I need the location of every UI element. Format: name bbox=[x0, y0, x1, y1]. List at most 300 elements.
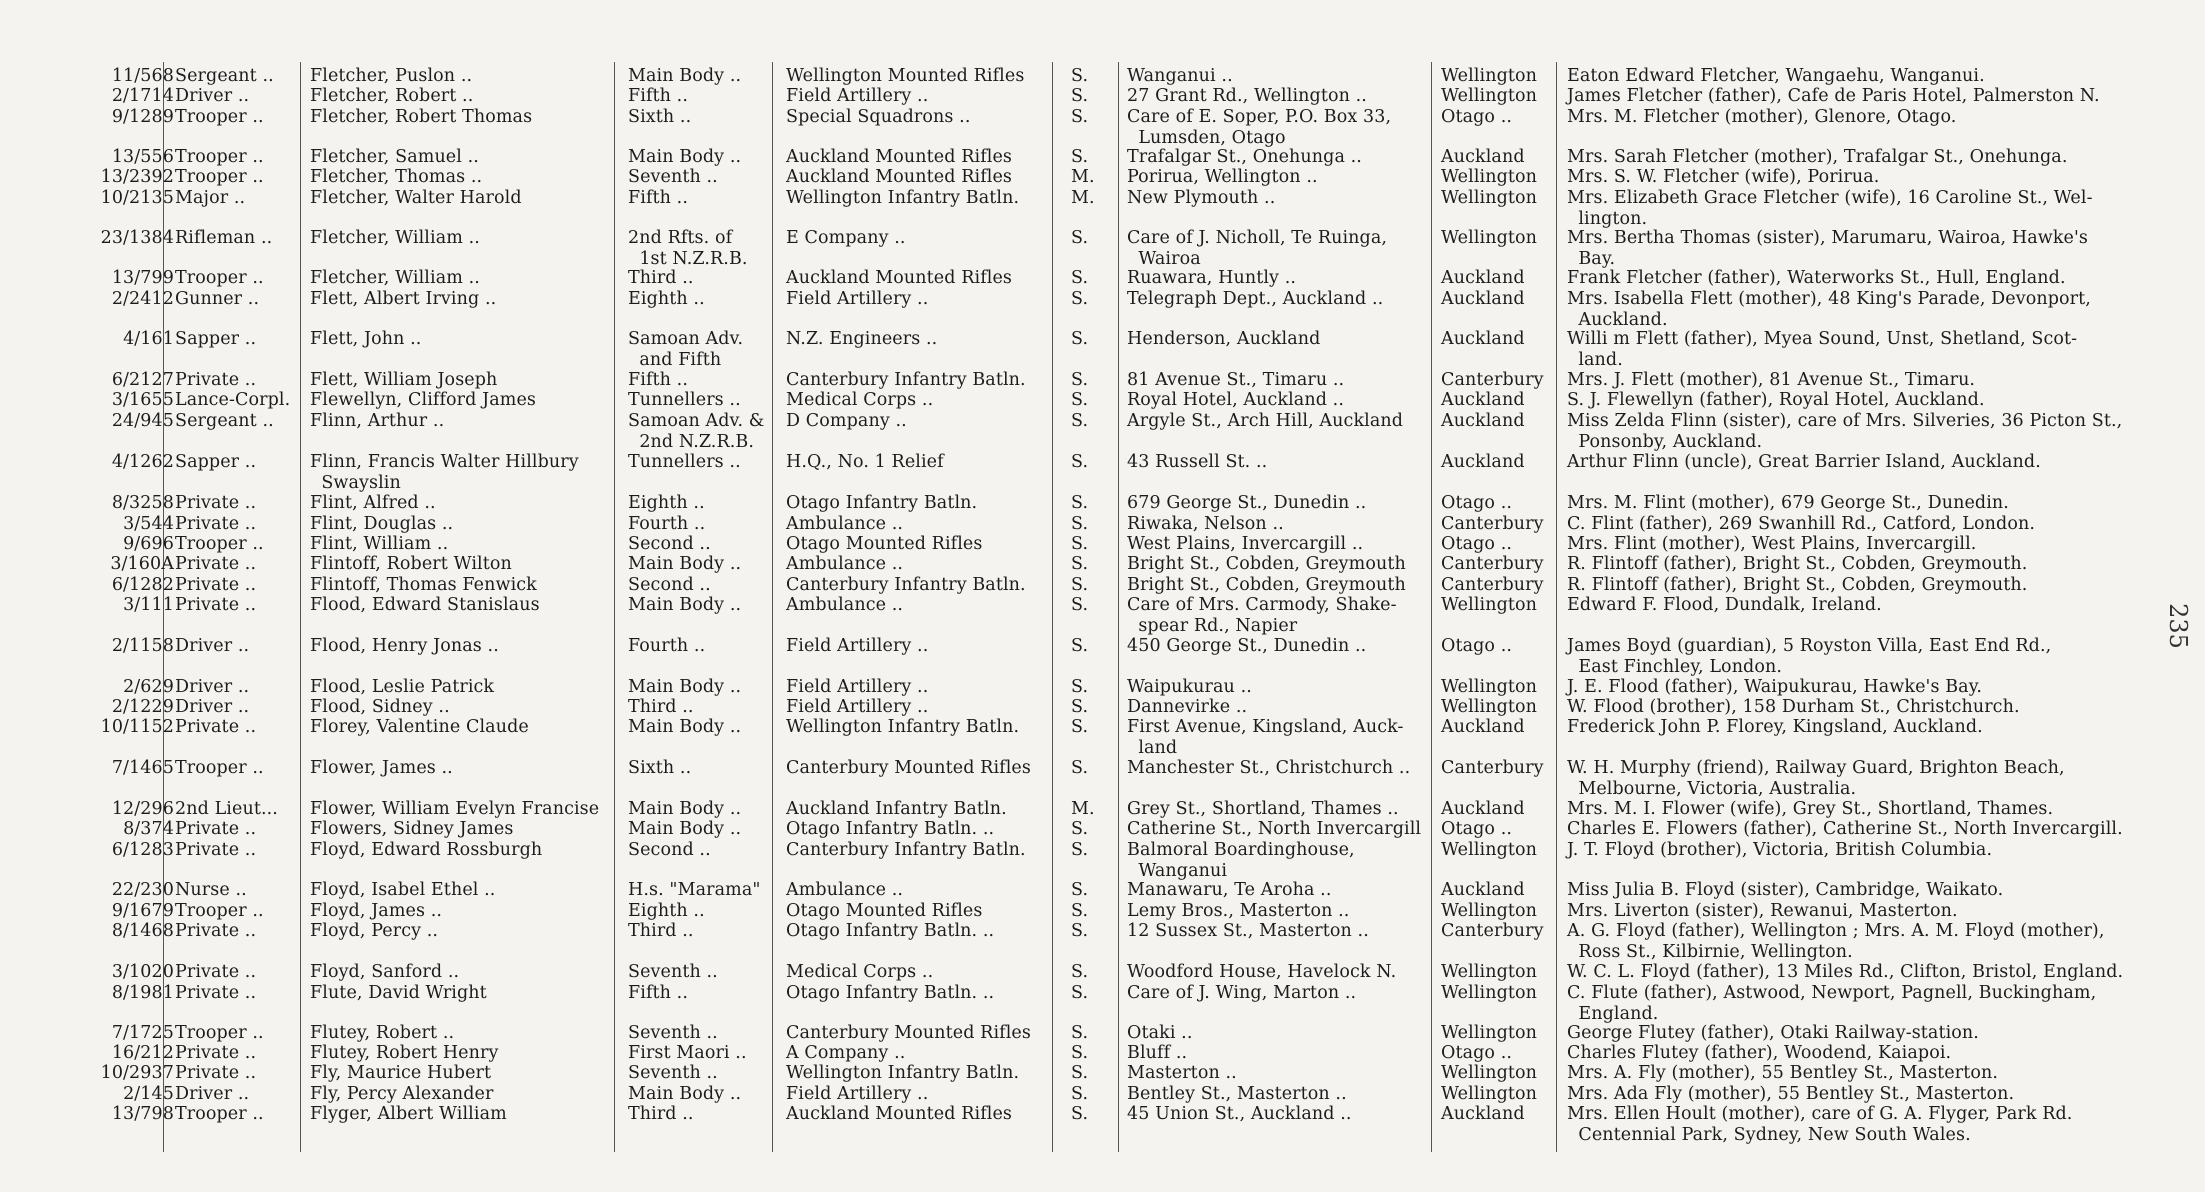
district: Wellington bbox=[1441, 188, 1538, 208]
marital-status: S. bbox=[1071, 1084, 1089, 1104]
district: Canterbury bbox=[1441, 514, 1544, 534]
next-of-kin: Arthur Flinn (uncle), Great Barrier Island, Auckland. bbox=[1567, 452, 2041, 472]
marital-status: S. bbox=[1071, 147, 1089, 167]
last-address: West Plains, Invercargill .. bbox=[1127, 534, 1364, 554]
regimental-number: 13/799 bbox=[111, 268, 174, 288]
marital-status: S. bbox=[1071, 534, 1089, 554]
next-of-kin: James Boyd (guardian), 5 Royston Villa, East End Rd., East Finchley, London. bbox=[1567, 636, 2052, 677]
district: Otago .. bbox=[1441, 1043, 1513, 1063]
next-of-kin: R. Flintoff (father), Bright St., Cobden, Greymouth. bbox=[1567, 575, 2028, 595]
next-of-kin: C. Flute (father), Astwood, Newport, Pagnell, Buckingham, England. bbox=[1567, 983, 2097, 1024]
soldier-name: Flower, James .. bbox=[310, 758, 453, 778]
draft: Fifth .. bbox=[628, 370, 689, 390]
next-of-kin: Mrs. Sarah Fletcher (mother), Trafalgar St., Onehunga. bbox=[1567, 147, 2068, 167]
regimental-number: 8/3258 bbox=[111, 493, 174, 513]
unit: Canterbury Infantry Batln. bbox=[786, 840, 1026, 860]
soldier-name: Fletcher, Samuel .. bbox=[310, 147, 479, 167]
regimental-number: 6/1283 bbox=[111, 840, 174, 860]
unit: Field Artillery .. bbox=[786, 289, 929, 309]
draft: Fifth .. bbox=[628, 188, 689, 208]
rank: Sapper .. bbox=[175, 452, 257, 472]
marital-status: S. bbox=[1071, 1104, 1089, 1124]
district: Auckland bbox=[1441, 880, 1525, 900]
next-of-kin: Mrs. M. Flint (mother), 679 George St., Dunedin. bbox=[1567, 493, 2009, 513]
draft: Third .. bbox=[628, 697, 694, 717]
soldier-name: Floyd, James .. bbox=[310, 901, 443, 921]
marital-status: M. bbox=[1071, 188, 1095, 208]
last-address: Waipukurau .. bbox=[1127, 677, 1252, 697]
unit: Wellington Infantry Batln. bbox=[786, 717, 1020, 737]
district: Canterbury bbox=[1441, 758, 1544, 778]
draft: Sixth .. bbox=[628, 758, 692, 778]
unit: Canterbury Infantry Batln. bbox=[786, 575, 1026, 595]
draft: Main Body .. bbox=[628, 819, 742, 839]
marital-status: S. bbox=[1071, 289, 1089, 309]
last-address: 43 Russell St. .. bbox=[1127, 452, 1268, 472]
draft: Seventh .. bbox=[628, 1023, 718, 1043]
regimental-number: 10/2135 bbox=[100, 188, 174, 208]
draft: Third .. bbox=[628, 921, 694, 941]
next-of-kin: Willi m Flett (father), Myea Sound, Unst, Shetland, Scot- land. bbox=[1567, 329, 2078, 370]
next-of-kin: Mrs. Isabella Flett (mother), 48 King's Parade, Devonport, Auckland. bbox=[1567, 289, 2091, 330]
soldier-name: Flower, William Evelyn Francise bbox=[310, 799, 600, 819]
rank: Private .. bbox=[175, 1063, 257, 1083]
draft: Fourth .. bbox=[628, 514, 706, 534]
rank: Private .. bbox=[175, 514, 257, 534]
last-address: 45 Union St., Auckland .. bbox=[1127, 1104, 1352, 1124]
regimental-number: 9/1679 bbox=[111, 901, 174, 921]
unit: Field Artillery .. bbox=[786, 1084, 929, 1104]
last-address: Royal Hotel, Auckland .. bbox=[1127, 390, 1345, 410]
marital-status: S. bbox=[1071, 697, 1089, 717]
marital-status: S. bbox=[1071, 452, 1089, 472]
last-address: New Plymouth .. bbox=[1127, 188, 1276, 208]
regimental-number: 22/230 bbox=[111, 880, 174, 900]
marital-status: S. bbox=[1071, 1063, 1089, 1083]
unit: Field Artillery .. bbox=[786, 86, 929, 106]
soldier-name: Floyd, Sanford .. bbox=[310, 962, 460, 982]
district: Wellington bbox=[1441, 1023, 1538, 1043]
regimental-number: 7/1725 bbox=[111, 1023, 174, 1043]
rank: Trooper .. bbox=[175, 534, 264, 554]
unit: Otago Mounted Rifles bbox=[786, 534, 983, 554]
regimental-number: 3/160A bbox=[110, 554, 174, 574]
page-number: 235 bbox=[2163, 603, 2192, 649]
last-address: 12 Sussex St., Masterton .. bbox=[1127, 921, 1369, 941]
district: Auckland bbox=[1441, 147, 1525, 167]
last-address: Argyle St., Arch Hill, Auckland bbox=[1127, 411, 1404, 431]
soldier-name: Flinn, Arthur .. bbox=[310, 411, 445, 431]
regimental-number: 6/2127 bbox=[111, 370, 174, 390]
draft: Main Body .. bbox=[628, 554, 742, 574]
next-of-kin: Mrs. Flint (mother), West Plains, Invercargill. bbox=[1567, 534, 1977, 554]
district: Auckland bbox=[1441, 268, 1525, 288]
rank: Private .. bbox=[175, 983, 257, 1003]
regimental-number: 8/1981 bbox=[111, 983, 174, 1003]
district: Wellington bbox=[1441, 66, 1538, 86]
next-of-kin: Mrs. Bertha Thomas (sister), Marumaru, Wairoa, Hawke's Bay. bbox=[1567, 228, 2088, 269]
district: Wellington bbox=[1441, 677, 1538, 697]
rank: Trooper .. bbox=[175, 167, 264, 187]
draft: Main Body .. bbox=[628, 677, 742, 697]
rank: Private .. bbox=[175, 370, 257, 390]
rank: Sergeant .. bbox=[175, 66, 274, 86]
marital-status: S. bbox=[1071, 921, 1089, 941]
soldier-name: Flint, William .. bbox=[310, 534, 449, 554]
draft: Third .. bbox=[628, 268, 694, 288]
marital-status: M. bbox=[1071, 167, 1095, 187]
last-address: 27 Grant Rd., Wellington .. bbox=[1127, 86, 1367, 106]
marital-status: M. bbox=[1071, 799, 1095, 819]
draft: Sixth .. bbox=[628, 107, 692, 127]
unit: Canterbury Infantry Batln. bbox=[786, 370, 1026, 390]
regimental-number: 11/568 bbox=[111, 66, 174, 86]
next-of-kin: Mrs. A. Fly (mother), 55 Bentley St., Masterton. bbox=[1567, 1063, 1999, 1083]
next-of-kin: W. Flood (brother), 158 Durham St., Christchurch. bbox=[1567, 697, 2020, 717]
unit: Ambulance .. bbox=[786, 514, 904, 534]
soldier-name: Flinn, Francis Walter Hillbury Swayslin bbox=[310, 452, 579, 493]
soldier-name: Flute, David Wright bbox=[310, 983, 487, 1003]
draft: Eighth .. bbox=[628, 289, 705, 309]
regimental-number: 8/1468 bbox=[111, 921, 174, 941]
soldier-name: Fly, Percy Alexander bbox=[310, 1084, 494, 1104]
next-of-kin: Charles E. Flowers (father), Catherine St., North Invercargill. bbox=[1567, 819, 2123, 839]
regimental-number: 23/1384 bbox=[100, 228, 174, 248]
table-row bbox=[0, 1104, 2205, 1164]
district: Auckland bbox=[1441, 799, 1525, 819]
next-of-kin: Frank Fletcher (father), Waterworks St., Hull, England. bbox=[1567, 268, 2066, 288]
rank: Trooper .. bbox=[175, 1104, 264, 1124]
draft: Eighth .. bbox=[628, 493, 705, 513]
unit: Auckland Infantry Batln. bbox=[786, 799, 1007, 819]
rank: 2nd Lieut... bbox=[175, 799, 278, 819]
unit: Auckland Mounted Rifles bbox=[786, 147, 1013, 167]
marital-status: S. bbox=[1071, 86, 1089, 106]
regimental-number: 2/1714 bbox=[111, 86, 174, 106]
draft: Samoan Adv. & 2nd N.Z.R.B. bbox=[628, 411, 765, 452]
next-of-kin: Mrs. Ada Fly (mother), 55 Bentley St., Masterton. bbox=[1567, 1084, 2015, 1104]
rank: Major .. bbox=[175, 188, 246, 208]
regimental-number: 2/629 bbox=[123, 677, 174, 697]
regimental-number: 2/2412 bbox=[111, 289, 174, 309]
last-address: Care of E. Soper, P.O. Box 33, Lumsden, Otago bbox=[1127, 107, 1392, 148]
unit: Ambulance .. bbox=[786, 554, 904, 574]
next-of-kin: Mrs. Liverton (sister), Rewanui, Masterton. bbox=[1567, 901, 1958, 921]
rank: Trooper .. bbox=[175, 147, 264, 167]
unit: Wellington Mounted Rifles bbox=[786, 66, 1025, 86]
next-of-kin: J. E. Flood (father), Waipukurau, Hawke's Bay. bbox=[1567, 677, 1983, 697]
unit: N.Z. Engineers .. bbox=[786, 329, 938, 349]
marital-status: S. bbox=[1071, 390, 1089, 410]
regimental-number: 4/1262 bbox=[111, 452, 174, 472]
marital-status: S. bbox=[1071, 677, 1089, 697]
last-address: First Avenue, Kingsland, Auck- land bbox=[1127, 717, 1404, 758]
draft: Main Body .. bbox=[628, 147, 742, 167]
draft: Fourth .. bbox=[628, 636, 706, 656]
marital-status: S. bbox=[1071, 595, 1089, 615]
unit: E Company .. bbox=[786, 228, 906, 248]
next-of-kin: Mrs. S. W. Fletcher (wife), Porirua. bbox=[1567, 167, 1880, 187]
unit: D Company .. bbox=[786, 411, 907, 431]
soldier-name: Flood, Henry Jonas .. bbox=[310, 636, 499, 656]
district: Auckland bbox=[1441, 717, 1525, 737]
rank: Private .. bbox=[175, 819, 257, 839]
marital-status: S. bbox=[1071, 514, 1089, 534]
district: Auckland bbox=[1441, 289, 1525, 309]
draft: H.s. "Marama" bbox=[628, 880, 761, 900]
last-address: Balmoral Boardinghouse, Wanganui bbox=[1127, 840, 1355, 881]
rank: Rifleman .. bbox=[175, 228, 273, 248]
draft: Second .. bbox=[628, 534, 711, 554]
soldier-name: Fletcher, Robert .. bbox=[310, 86, 474, 106]
draft: Seventh .. bbox=[628, 167, 718, 187]
last-address: Care of J. Nicholl, Te Ruinga, Wairoa bbox=[1127, 228, 1388, 269]
rank: Driver .. bbox=[175, 677, 250, 697]
next-of-kin: Frederick John P. Florey, Kingsland, Auckland. bbox=[1567, 717, 1983, 737]
rank: Private .. bbox=[175, 840, 257, 860]
last-address: Porirua, Wellington .. bbox=[1127, 167, 1318, 187]
last-address: Masterton .. bbox=[1127, 1063, 1237, 1083]
rank: Trooper .. bbox=[175, 268, 264, 288]
regimental-number: 16/212 bbox=[111, 1043, 174, 1063]
unit: Field Artillery .. bbox=[786, 697, 929, 717]
draft: Main Body .. bbox=[628, 717, 742, 737]
next-of-kin: W. H. Murphy (friend), Railway Guard, Brighton Beach, Melbourne, Victoria, Australia. bbox=[1567, 758, 2065, 799]
marital-status: S. bbox=[1071, 717, 1089, 737]
last-address: Care of J. Wing, Marton .. bbox=[1127, 983, 1357, 1003]
soldier-name: Floyd, Isabel Ethel .. bbox=[310, 880, 496, 900]
district: Auckland bbox=[1441, 452, 1525, 472]
last-address: Wanganui .. bbox=[1127, 66, 1233, 86]
district: Otago .. bbox=[1441, 819, 1513, 839]
draft: First Maori .. bbox=[628, 1043, 747, 1063]
district: Wellington bbox=[1441, 86, 1538, 106]
soldier-name: Flood, Edward Stanislaus bbox=[310, 595, 540, 615]
marital-status: S. bbox=[1071, 575, 1089, 595]
district: Canterbury bbox=[1441, 554, 1544, 574]
unit: Otago Mounted Rifles bbox=[786, 901, 983, 921]
last-address: Lemy Bros., Masterton .. bbox=[1127, 901, 1350, 921]
next-of-kin: Mrs. M. Fletcher (mother), Glenore, Otago. bbox=[1567, 107, 1957, 127]
rank: Nurse .. bbox=[175, 880, 247, 900]
soldier-name: Flewellyn, Clifford James bbox=[310, 390, 536, 410]
regimental-number: 2/145 bbox=[123, 1084, 174, 1104]
marital-status: S. bbox=[1071, 840, 1089, 860]
regimental-number: 7/1465 bbox=[111, 758, 174, 778]
soldier-name: Flowers, Sidney James bbox=[310, 819, 514, 839]
last-address: Manchester St., Christchurch .. bbox=[1127, 758, 1411, 778]
regimental-number: 3/111 bbox=[123, 595, 174, 615]
marital-status: S. bbox=[1071, 901, 1089, 921]
district: Wellington bbox=[1441, 1063, 1538, 1083]
rank: Driver .. bbox=[175, 636, 250, 656]
draft: Seventh .. bbox=[628, 1063, 718, 1083]
soldier-name: Flint, Alfred .. bbox=[310, 493, 436, 513]
soldier-name: Flood, Sidney .. bbox=[310, 697, 450, 717]
regimental-number: 24/945 bbox=[111, 411, 174, 431]
rank: Private .. bbox=[175, 962, 257, 982]
draft: Second .. bbox=[628, 840, 711, 860]
marital-status: S. bbox=[1071, 758, 1089, 778]
marital-status: S. bbox=[1071, 411, 1089, 431]
next-of-kin: J. T. Floyd (brother), Victoria, British Columbia. bbox=[1567, 840, 1993, 860]
soldier-name: Floyd, Percy .. bbox=[310, 921, 439, 941]
regimental-number: 4/161 bbox=[123, 329, 174, 349]
rank: Driver .. bbox=[175, 86, 250, 106]
regimental-number: 6/1282 bbox=[111, 575, 174, 595]
district: Canterbury bbox=[1441, 921, 1544, 941]
rank: Driver .. bbox=[175, 697, 250, 717]
district: Wellington bbox=[1441, 595, 1538, 615]
rank: Private .. bbox=[175, 595, 257, 615]
rank: Private .. bbox=[175, 921, 257, 941]
soldier-name: Flyger, Albert William bbox=[310, 1104, 507, 1124]
rank: Private .. bbox=[175, 1043, 257, 1063]
last-address: Bright St., Cobden, Greymouth bbox=[1127, 554, 1406, 574]
district: Auckland bbox=[1441, 411, 1525, 431]
last-address: Bluff .. bbox=[1127, 1043, 1188, 1063]
district: Auckland bbox=[1441, 1104, 1525, 1124]
last-address: 81 Avenue St., Timaru .. bbox=[1127, 370, 1345, 390]
unit: Canterbury Mounted Rifles bbox=[786, 758, 1031, 778]
rank: Trooper .. bbox=[175, 901, 264, 921]
regimental-number: 8/374 bbox=[123, 819, 174, 839]
rank: Private .. bbox=[175, 493, 257, 513]
rank: Trooper .. bbox=[175, 1023, 264, 1043]
marital-status: S. bbox=[1071, 1023, 1089, 1043]
last-address: Manawaru, Te Aroha .. bbox=[1127, 880, 1332, 900]
last-address: 450 George St., Dunedin .. bbox=[1127, 636, 1367, 656]
regimental-number: 13/2392 bbox=[100, 167, 174, 187]
regimental-number: 9/1289 bbox=[111, 107, 174, 127]
regimental-number: 10/1152 bbox=[100, 717, 174, 737]
district: Wellington bbox=[1441, 1084, 1538, 1104]
soldier-name: Fletcher, Walter Harold bbox=[310, 188, 522, 208]
soldier-name: Fletcher, Puslon .. bbox=[310, 66, 473, 86]
rank: Private .. bbox=[175, 717, 257, 737]
district: Canterbury bbox=[1441, 370, 1544, 390]
marital-status: S. bbox=[1071, 493, 1089, 513]
draft: Fifth .. bbox=[628, 983, 689, 1003]
regimental-number: 3/544 bbox=[123, 514, 174, 534]
last-address: Grey St., Shortland, Thames .. bbox=[1127, 799, 1399, 819]
unit: Field Artillery .. bbox=[786, 636, 929, 656]
marital-status: S. bbox=[1071, 228, 1089, 248]
next-of-kin: Eaton Edward Fletcher, Wangaehu, Wanganui. bbox=[1567, 66, 1985, 86]
next-of-kin: Edward F. Flood, Dundalk, Ireland. bbox=[1567, 595, 1882, 615]
rank: Gunner .. bbox=[175, 289, 260, 309]
district: Wellington bbox=[1441, 983, 1538, 1003]
draft: Third .. bbox=[628, 1104, 694, 1124]
draft: Tunnellers .. bbox=[628, 390, 741, 410]
soldier-name: Flint, Douglas .. bbox=[310, 514, 454, 534]
regimental-number: 3/1020 bbox=[111, 962, 174, 982]
draft: 2nd Rfts. of 1st N.Z.R.B. bbox=[628, 228, 748, 269]
district: Wellington bbox=[1441, 167, 1538, 187]
rank: Sergeant .. bbox=[175, 411, 274, 431]
unit: Medical Corps .. bbox=[786, 962, 934, 982]
soldier-name: Flutey, Robert .. bbox=[310, 1023, 455, 1043]
district: Wellington bbox=[1441, 901, 1538, 921]
district: Wellington bbox=[1441, 697, 1538, 717]
district: Auckland bbox=[1441, 390, 1525, 410]
unit: Otago Infantry Batln. .. bbox=[786, 921, 995, 941]
unit: Special Squadrons .. bbox=[786, 107, 971, 127]
last-address: Catherine St., North Invercargill bbox=[1127, 819, 1422, 839]
unit: H.Q., No. 1 Relief bbox=[786, 452, 944, 472]
soldier-name: Flett, Albert Irving .. bbox=[310, 289, 497, 309]
draft: Main Body .. bbox=[628, 799, 742, 819]
unit: Otago Infantry Batln. .. bbox=[786, 819, 995, 839]
marital-status: S. bbox=[1071, 819, 1089, 839]
regimental-number: 12/296 bbox=[111, 799, 174, 819]
draft: Main Body .. bbox=[628, 595, 742, 615]
next-of-kin: C. Flint (father), 269 Swanhill Rd., Catford, London. bbox=[1567, 514, 2035, 534]
draft: Samoan Adv. and Fifth bbox=[628, 329, 744, 370]
soldier-name: Flood, Leslie Patrick bbox=[310, 677, 495, 697]
district: Wellington bbox=[1441, 962, 1538, 982]
next-of-kin: Mrs. Ellen Hoult (mother), care of G. A. Flyger, Park Rd. Centennial Park, Sydney, New South Wales. bbox=[1567, 1104, 2073, 1145]
district: Otago .. bbox=[1441, 636, 1513, 656]
soldier-name: Floyd, Edward Rossburgh bbox=[310, 840, 543, 860]
last-address: Henderson, Auckland bbox=[1127, 329, 1321, 349]
marital-status: S. bbox=[1071, 1043, 1089, 1063]
next-of-kin: Miss Zelda Flinn (sister), care of Mrs. Silveries, 36 Picton St., Ponsonby, Auckland. bbox=[1567, 411, 2123, 452]
unit: Wellington Infantry Batln. bbox=[786, 188, 1020, 208]
soldier-name: Flett, John .. bbox=[310, 329, 422, 349]
last-address: Dannevirke .. bbox=[1127, 697, 1248, 717]
last-address: Care of Mrs. Carmody, Shake- spear Rd., Napier bbox=[1127, 595, 1397, 636]
marital-status: S. bbox=[1071, 880, 1089, 900]
next-of-kin: George Flutey (father), Otaki Railway-station. bbox=[1567, 1023, 1979, 1043]
soldier-name: Fletcher, William .. bbox=[310, 268, 480, 288]
soldier-name: Fly, Maurice Hubert bbox=[310, 1063, 492, 1083]
rank: Private .. bbox=[175, 554, 257, 574]
unit: Medical Corps .. bbox=[786, 390, 934, 410]
draft: Main Body .. bbox=[628, 1084, 742, 1104]
district: Wellington bbox=[1441, 228, 1538, 248]
marital-status: S. bbox=[1071, 66, 1089, 86]
district: Canterbury bbox=[1441, 575, 1544, 595]
marital-status: S. bbox=[1071, 107, 1089, 127]
next-of-kin: Miss Julia B. Floyd (sister), Cambridge, Waikato. bbox=[1567, 880, 2004, 900]
marital-status: S. bbox=[1071, 962, 1089, 982]
next-of-kin: Mrs. J. Flett (mother), 81 Avenue St., Timaru. bbox=[1567, 370, 1976, 390]
rank: Trooper .. bbox=[175, 758, 264, 778]
unit: Auckland Mounted Rifles bbox=[786, 268, 1013, 288]
last-address: Bright St., Cobden, Greymouth bbox=[1127, 575, 1406, 595]
marital-status: S. bbox=[1071, 554, 1089, 574]
unit: Otago Infantry Batln. .. bbox=[786, 983, 995, 1003]
district: Otago .. bbox=[1441, 493, 1513, 513]
next-of-kin: Charles Flutey (father), Woodend, Kaiapoi. bbox=[1567, 1043, 1952, 1063]
soldier-name: Flintoff, Thomas Fenwick bbox=[310, 575, 537, 595]
unit: Wellington Infantry Batln. bbox=[786, 1063, 1020, 1083]
marital-status: S. bbox=[1071, 329, 1089, 349]
regimental-number: 9/696 bbox=[123, 534, 174, 554]
soldier-name: Flintoff, Robert Wilton bbox=[310, 554, 512, 574]
last-address: Woodford House, Havelock N. bbox=[1127, 962, 1397, 982]
regimental-number: 2/1229 bbox=[111, 697, 174, 717]
soldier-name: Florey, Valentine Claude bbox=[310, 717, 529, 737]
last-address: Otaki .. bbox=[1127, 1023, 1193, 1043]
unit: Canterbury Mounted Rifles bbox=[786, 1023, 1031, 1043]
last-address: 679 George St., Dunedin .. bbox=[1127, 493, 1367, 513]
draft: Seventh .. bbox=[628, 962, 718, 982]
regimental-number: 13/798 bbox=[111, 1104, 174, 1124]
soldier-name: Flutey, Robert Henry bbox=[310, 1043, 499, 1063]
draft: Fifth .. bbox=[628, 86, 689, 106]
